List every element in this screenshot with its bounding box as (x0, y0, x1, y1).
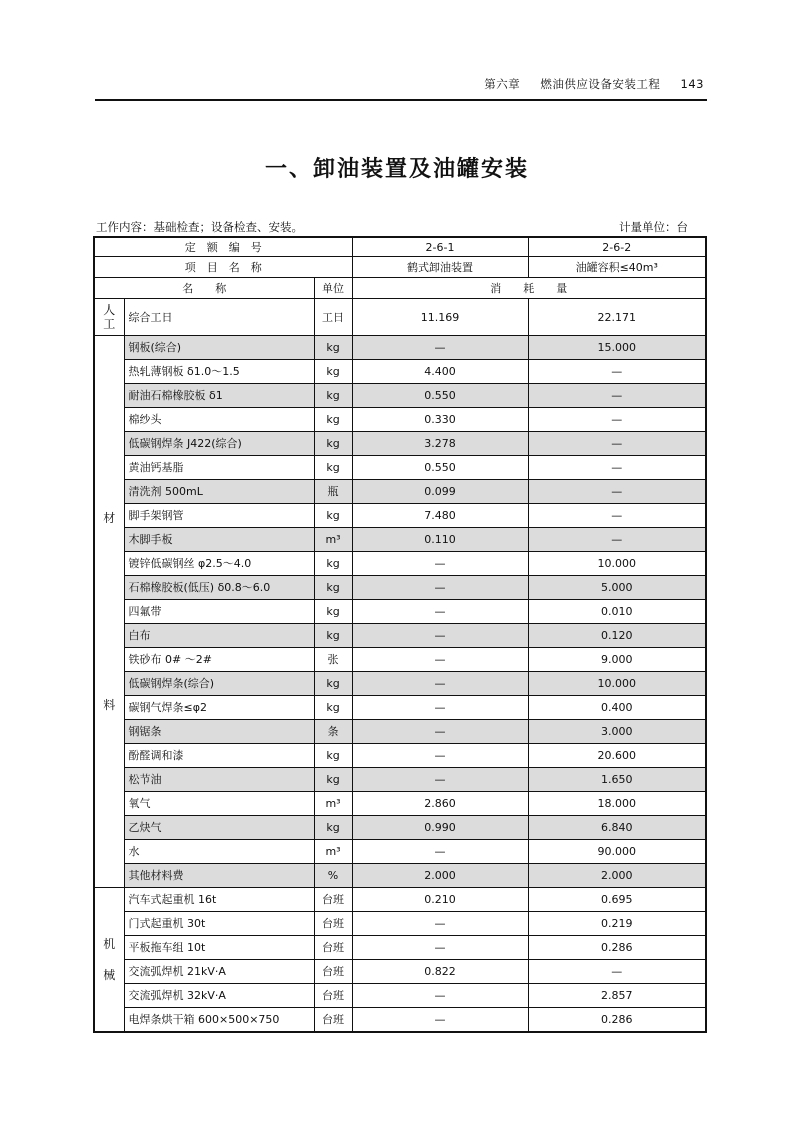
machinery-row (94, 936, 706, 960)
item-value-col2: 9.000 (528, 648, 706, 672)
item-value-col2: 0.120 (528, 624, 706, 648)
running-header (96, 76, 704, 92)
item-value-col1: 4.400 (352, 360, 528, 384)
unit-note: 计量单位：台 (619, 220, 688, 234)
item-value-col2: 0.286 (528, 936, 706, 960)
machinery-category-cell (94, 888, 124, 1033)
item-name-2: 油罐容积≤40m³ (528, 257, 706, 278)
item-unit: 台班 (314, 984, 352, 1008)
item-value-col2: 0.400 (528, 696, 706, 720)
item-value-col1: — (352, 600, 528, 624)
item-name: 白布 (124, 624, 314, 648)
materials-row (94, 336, 706, 360)
header-row-columns (94, 278, 706, 299)
item-value-col2: 2.000 (528, 864, 706, 888)
item-unit: kg (314, 696, 352, 720)
item-value-col2: 18.000 (528, 792, 706, 816)
item-unit: kg (314, 336, 352, 360)
item-value-col2: 0.219 (528, 912, 706, 936)
item-value-col1: — (352, 672, 528, 696)
materials-row (94, 840, 706, 864)
item-name-1: 鹤式卸油装置 (352, 257, 528, 278)
item-value-col1: — (352, 1008, 528, 1033)
item-value-col1: — (352, 720, 528, 744)
item-value-col1: 0.330 (352, 408, 528, 432)
item-name: 水 (124, 840, 314, 864)
column-name-header: 名 称 (94, 278, 314, 299)
item-name: 钢板(综合) (124, 336, 314, 360)
section-label: 燃油供应设备安装工程 (540, 77, 661, 91)
item-value-col2: — (528, 456, 706, 480)
item-value-col2: 10.000 (528, 672, 706, 696)
item-name: 电焊条烘干箱 600×500×750 (124, 1008, 314, 1033)
materials-row (94, 768, 706, 792)
item-value-col1: 0.822 (352, 960, 528, 984)
item-name: 门式起重机 30t (124, 912, 314, 936)
item-name: 棉纱头 (124, 408, 314, 432)
item-name: 四氟带 (124, 600, 314, 624)
item-value-col2: 1.650 (528, 768, 706, 792)
item-value-col1: 11.169 (352, 299, 528, 336)
materials-row (94, 360, 706, 384)
item-name: 耐油石棉橡胶板 δ1 (124, 384, 314, 408)
item-value-col2: 5.000 (528, 576, 706, 600)
materials-row (94, 456, 706, 480)
item-value-col1: — (352, 552, 528, 576)
materials-row (94, 528, 706, 552)
item-value-col2: — (528, 504, 706, 528)
item-value-col1: 3.278 (352, 432, 528, 456)
page-title: 一、卸油装置及油罐安装 (264, 157, 529, 182)
quota-table-body (94, 237, 706, 1032)
item-unit: m³ (314, 840, 352, 864)
item-value-col1: — (352, 744, 528, 768)
materials-category-top: 材 (103, 510, 116, 525)
column-unit-header: 单位 (314, 278, 352, 299)
item-value-col1: — (352, 768, 528, 792)
materials-row (94, 744, 706, 768)
item-value-col1: 0.550 (352, 384, 528, 408)
materials-row (94, 792, 706, 816)
item-unit: 工日 (314, 299, 352, 336)
item-name: 平板拖车组 10t (124, 936, 314, 960)
item-value-col2: 90.000 (528, 840, 706, 864)
materials-row (94, 864, 706, 888)
item-unit: kg (314, 456, 352, 480)
item-value-col1: — (352, 984, 528, 1008)
item-unit: kg (314, 816, 352, 840)
machinery-row (94, 1008, 706, 1033)
item-unit: kg (314, 600, 352, 624)
materials-category-bottom: 料 (103, 697, 116, 712)
item-name: 石棉橡胶板(低压) δ0.8～6.0 (124, 576, 314, 600)
machinery-row (94, 888, 706, 912)
work-content: 工作内容：基础检查；设备检查、安装。 (96, 220, 303, 234)
materials-row (94, 408, 706, 432)
header-rule (95, 99, 707, 101)
item-value-col2: 15.000 (528, 336, 706, 360)
item-unit: 瓶 (314, 480, 352, 504)
item-name: 其他材料费 (124, 864, 314, 888)
item-value-col1: — (352, 912, 528, 936)
item-value-col1: — (352, 336, 528, 360)
item-name-label: 项 目 名 称 (94, 257, 352, 278)
header-row-item-name (94, 257, 706, 278)
quota-number-2: 2-6-2 (528, 237, 706, 257)
header-row-quota-number (94, 237, 706, 257)
item-unit: 台班 (314, 1008, 352, 1033)
item-unit: kg (314, 672, 352, 696)
item-name: 乙炔气 (124, 816, 314, 840)
item-unit: kg (314, 552, 352, 576)
item-unit: 台班 (314, 936, 352, 960)
item-value-col2: 3.000 (528, 720, 706, 744)
labor-category-cell: 人工 (94, 299, 124, 336)
item-name: 交流弧焊机 21kV·A (124, 960, 314, 984)
item-name: 热轧薄钢板 δ1.0～1.5 (124, 360, 314, 384)
item-value-col2: 20.600 (528, 744, 706, 768)
machinery-row (94, 912, 706, 936)
materials-row (94, 384, 706, 408)
quota-number-1: 2-6-1 (352, 237, 528, 257)
item-name: 酚醛调和漆 (124, 744, 314, 768)
item-name: 交流弧焊机 32kV·A (124, 984, 314, 1008)
item-value-col2: 6.840 (528, 816, 706, 840)
item-value-col2: — (528, 360, 706, 384)
machinery-category-bottom: 械 (103, 967, 116, 982)
machinery-row (94, 984, 706, 1008)
materials-row (94, 432, 706, 456)
item-value-col1: — (352, 648, 528, 672)
machinery-row (94, 960, 706, 984)
item-value-col1: 2.000 (352, 864, 528, 888)
materials-row (94, 552, 706, 576)
item-name: 黄油钙基脂 (124, 456, 314, 480)
item-name: 松节油 (124, 768, 314, 792)
item-value-col1: 0.990 (352, 816, 528, 840)
materials-row (94, 672, 706, 696)
item-unit: kg (314, 384, 352, 408)
item-name: 氧气 (124, 792, 314, 816)
materials-row (94, 696, 706, 720)
item-unit: kg (314, 504, 352, 528)
chapter-label: 第六章 (484, 77, 521, 91)
item-name: 汽车式起重机 16t (124, 888, 314, 912)
materials-row (94, 600, 706, 624)
item-name: 碳钢气焊条≤φ2 (124, 696, 314, 720)
page-number: 143 (680, 77, 704, 91)
item-value-col2: — (528, 960, 706, 984)
item-unit: 台班 (314, 960, 352, 984)
item-unit: 台班 (314, 912, 352, 936)
item-value-col2: 0.695 (528, 888, 706, 912)
item-name: 清洗剂 500mL (124, 480, 314, 504)
item-value-col2: 0.010 (528, 600, 706, 624)
item-unit: kg (314, 624, 352, 648)
item-unit: kg (314, 576, 352, 600)
item-name: 低碳钢焊条 J422(综合) (124, 432, 314, 456)
item-value-col1: — (352, 576, 528, 600)
item-unit: kg (314, 408, 352, 432)
item-value-col1: 0.110 (352, 528, 528, 552)
item-name: 木脚手板 (124, 528, 314, 552)
machinery-category-top: 机 (103, 936, 116, 951)
materials-row (94, 720, 706, 744)
item-name: 综合工日 (124, 299, 314, 336)
item-unit: kg (314, 360, 352, 384)
materials-row (94, 624, 706, 648)
item-unit: 张 (314, 648, 352, 672)
item-unit: kg (314, 744, 352, 768)
item-value-col1: 7.480 (352, 504, 528, 528)
item-unit: kg (314, 432, 352, 456)
item-value-col1: — (352, 936, 528, 960)
item-value-col2: 10.000 (528, 552, 706, 576)
materials-category-cell (94, 336, 124, 888)
item-value-col1: — (352, 696, 528, 720)
materials-row (94, 480, 706, 504)
item-unit: m³ (314, 528, 352, 552)
item-value-col2: — (528, 480, 706, 504)
item-name: 脚手架钢管 (124, 504, 314, 528)
item-name: 铁砂布 0# ～2# (124, 648, 314, 672)
labor-row (94, 299, 706, 336)
item-unit: m³ (314, 792, 352, 816)
item-name: 钢锯条 (124, 720, 314, 744)
item-value-col2: — (528, 384, 706, 408)
item-unit: kg (314, 768, 352, 792)
item-value-col1: — (352, 624, 528, 648)
materials-row (94, 504, 706, 528)
item-value-col1: 0.099 (352, 480, 528, 504)
item-value-col1: 2.860 (352, 792, 528, 816)
item-value-col2: — (528, 528, 706, 552)
item-value-col2: — (528, 408, 706, 432)
column-consumption-header: 消 耗 量 (352, 278, 706, 299)
materials-row (94, 576, 706, 600)
item-unit: 台班 (314, 888, 352, 912)
quota-table (93, 236, 707, 1033)
item-value-col1: — (352, 840, 528, 864)
item-value-col2: — (528, 432, 706, 456)
item-value-col1: 0.550 (352, 456, 528, 480)
item-value-col2: 22.171 (528, 299, 706, 336)
item-name: 镀锌低碳钢丝 φ2.5～4.0 (124, 552, 314, 576)
item-value-col1: 0.210 (352, 888, 528, 912)
item-value-col2: 0.286 (528, 1008, 706, 1033)
materials-row (94, 816, 706, 840)
item-value-col2: 2.857 (528, 984, 706, 1008)
item-unit: % (314, 864, 352, 888)
quota-number-label: 定 额 编 号 (94, 237, 352, 257)
item-unit: 条 (314, 720, 352, 744)
materials-row (94, 648, 706, 672)
item-name: 低碳钢焊条(综合) (124, 672, 314, 696)
